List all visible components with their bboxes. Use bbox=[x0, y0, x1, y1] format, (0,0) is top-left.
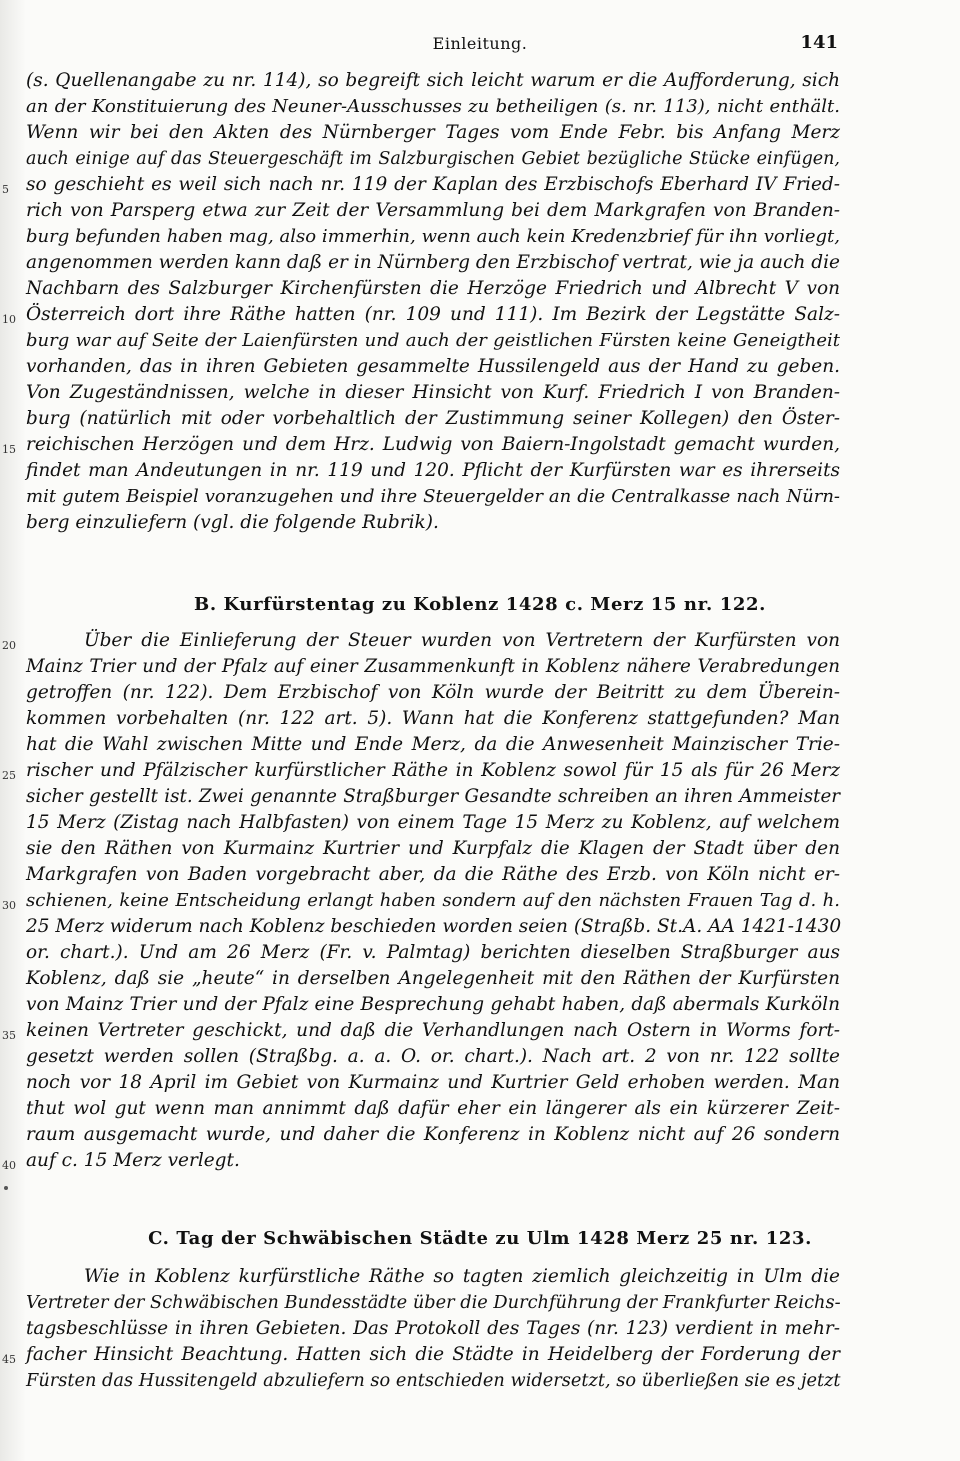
text-line: 15 Merz (Zistag nach Halbfasten) von einem Tage 15 Merz zu Koblenz, auf welchem bbox=[26, 812, 840, 833]
running-header-title: Einleitung. bbox=[432, 34, 528, 53]
text-line: mit gutem Beispiel voranzugehen und ihre Steuergelder an die Centralkasse nach Nürn- bbox=[26, 486, 840, 507]
margin-line-number: 30 bbox=[2, 899, 16, 912]
text-line: Über die Einlieferung der Steuer wurden von Vertretern der Kurfürsten von bbox=[84, 630, 840, 651]
text-line: Vertreter der Schwäbischen Bundesstädte über die Durchführung der Frankfurter Reichs- bbox=[26, 1293, 841, 1313]
text-line: burg war auf Seite der Laienfürsten und auch der geistlichen Fürsten keine Geneigtheit bbox=[26, 330, 840, 351]
text-line: berg einzuliefern (vgl. die folgende Rubrik). bbox=[26, 512, 439, 533]
text-line: Fürsten das Hussitengeld abzuliefern so entschieden widersetzt, so überließen sie es jetzt bbox=[26, 1371, 841, 1391]
text-line: schienen, keine Entscheidung erlangt haben sondern auf den nächsten Frauen Tag d. h. bbox=[26, 890, 840, 911]
section-heading-b: B. Kurfürstentag zu Koblenz 1428 c. Merz 15 nr. 122. bbox=[194, 594, 766, 615]
text-line: auf c. 15 Merz verlegt. bbox=[26, 1150, 240, 1171]
margin-line-number: 45 bbox=[2, 1353, 16, 1366]
margin-line-number: 40 bbox=[2, 1159, 16, 1172]
text-line: findet man Andeutungen in nr. 119 und 120. Pflicht der Kurfürsten war es ihrerseits bbox=[26, 460, 840, 481]
text-line: Österreich dort ihre Räthe hatten (nr. 109 und 111). Im Bezirk der Legstätte Salz- bbox=[26, 304, 840, 325]
text-line: vorhanden, das in ihren Gebieten gesammelte Hussilengeld aus der Hand zu geben. bbox=[26, 356, 840, 377]
text-line: Wie in Koblenz kurfürstliche Räthe so tagten ziemlich gleichzeitig in Ulm die bbox=[84, 1266, 840, 1287]
text-line: (s. Quellenangabe zu nr. 114), so begreift sich leicht warum er die Aufforderung, sich bbox=[26, 70, 840, 91]
margin-line-number: 20 bbox=[2, 639, 16, 652]
margin-dot-mark bbox=[4, 1186, 8, 1190]
text-line: hat die Wahl zwischen Mitte und Ende Merz, da die Anwesenheit Mainzischer Trie- bbox=[26, 734, 840, 755]
text-line: an der Konstituierung des Neuner-Ausschusses zu betheiligen (s. nr. 113), nicht enthält. bbox=[26, 96, 840, 117]
text-line: burg befunden haben mag, also immerhin, wenn auch kein Kredenzbrief für ihn vorliegt, bbox=[26, 226, 840, 247]
text-line: rischer und Pfälzischer kurfürstlicher Räthe in Koblenz sowol für 15 als für 26 Merz bbox=[26, 760, 840, 781]
section-heading-c: C. Tag der Schwäbischen Städte zu Ulm 1428 Merz 25 nr. 123. bbox=[148, 1228, 812, 1249]
text-line: angenommen werden kann daß er in Nürnberg den Erzbischof vertrat, wie ja auch die bbox=[26, 252, 840, 273]
text-line: keinen Vertreter geschickt, und daß die Verhandlungen nach Ostern in Worms fort- bbox=[26, 1020, 840, 1041]
text-line: 25 Merz widerum nach Koblenz beschieden worden seien (Straßb. St.A. AA 1421-1430 bbox=[26, 916, 842, 937]
text-line: tagsbeschlüsse in ihren Gebieten. Das Protokoll des Tages (nr. 123) verdient in mehr- bbox=[26, 1318, 840, 1339]
text-line: Von Zugeständnissen, welche in dieser Hinsicht von Kurf. Friedrich I von Branden- bbox=[26, 382, 840, 403]
text-line: sicher gestellt ist. Zwei genannte Straßburger Gesandte schreiben an ihren Ammeister bbox=[26, 786, 840, 807]
text-line: rich von Parsperg etwa zur Zeit der Versammlung bei dem Markgrafen von Branden- bbox=[26, 200, 840, 221]
text-line: kommen vorbehalten (nr. 122 art. 5). Wann hat die Konferenz stattgefunden? Man bbox=[26, 708, 840, 729]
text-line: facher Hinsicht Beachtung. Hatten sich die Städte in Heidelberg der Forderung der bbox=[26, 1344, 840, 1365]
text-line: von Mainz Trier und der Pfalz eine Besprechung gehabt haben, daß abermals Kurköln bbox=[26, 994, 840, 1015]
margin-line-number: 25 bbox=[2, 769, 16, 782]
margin-line-number: 15 bbox=[2, 443, 16, 456]
text-line: Koblenz, daß sie „heute“ in derselben Angelegenheit mit den Räthen der Kurfürsten bbox=[26, 968, 840, 989]
text-line: reichischen Herzögen und dem Hrz. Ludwig von Baiern-Ingolstadt gemacht wurden, bbox=[26, 434, 840, 455]
text-line: Mainz Trier und der Pfalz auf einer Zusammenkunft in Koblenz nähere Verabredungen bbox=[26, 656, 840, 677]
text-line: so geschieht es weil sich nach nr. 119 der Kaplan des Erzbischofs Eberhard IV Fried- bbox=[26, 174, 840, 195]
text-line: burg (natürlich mit oder vorbehaltlich der Zustimmung seiner Kollegen) den Öster- bbox=[26, 408, 840, 429]
text-line: Nachbarn des Salzburger Kirchenfürsten die Herzöge Friedrich und Albrecht V von bbox=[26, 278, 840, 299]
text-line: gesetzt werden sollen (Straßbg. a. a. O. or. chart.). Nach art. 2 von nr. 122 sollte bbox=[26, 1046, 840, 1067]
page-number: 141 bbox=[800, 32, 838, 53]
text-line: or. chart.). Und am 26 Merz (Fr. v. Palmtag) berichten dieselben Straßburger aus bbox=[26, 942, 840, 963]
text-line: auch einige auf das Steuergeschäft im Salzburgischen Gebiet bezügliche Stücke einfügen, bbox=[26, 149, 840, 169]
text-line: sie den Räthen von Kurmainz Kurtrier und Kurpfalz die Klagen der Stadt über den bbox=[26, 838, 840, 859]
text-line: thut wol gut wenn man annimmt daß dafür eher ein längerer als ein kürzerer Zeit- bbox=[26, 1098, 840, 1119]
text-line: getroffen (nr. 122). Dem Erzbischof von Köln wurde der Beitritt zu dem Überein- bbox=[26, 682, 840, 703]
text-line: Wenn wir bei den Akten des Nürnberger Tages vom Ende Febr. bis Anfang Merz bbox=[26, 122, 840, 143]
text-line: noch vor 18 April im Gebiet von Kurmainz und Kurtrier Geld erhoben werden. Man bbox=[26, 1072, 840, 1093]
margin-line-number: 5 bbox=[2, 183, 9, 196]
text-line: raum ausgemacht wurde, und daher die Konferenz in Koblenz nicht auf 26 sondern bbox=[26, 1124, 840, 1145]
margin-line-number: 35 bbox=[2, 1029, 16, 1042]
margin-line-number: 10 bbox=[2, 313, 16, 326]
text-line: Markgrafen von Baden vorgebracht aber, da die Räthe des Erzb. von Köln nicht er- bbox=[26, 864, 840, 885]
